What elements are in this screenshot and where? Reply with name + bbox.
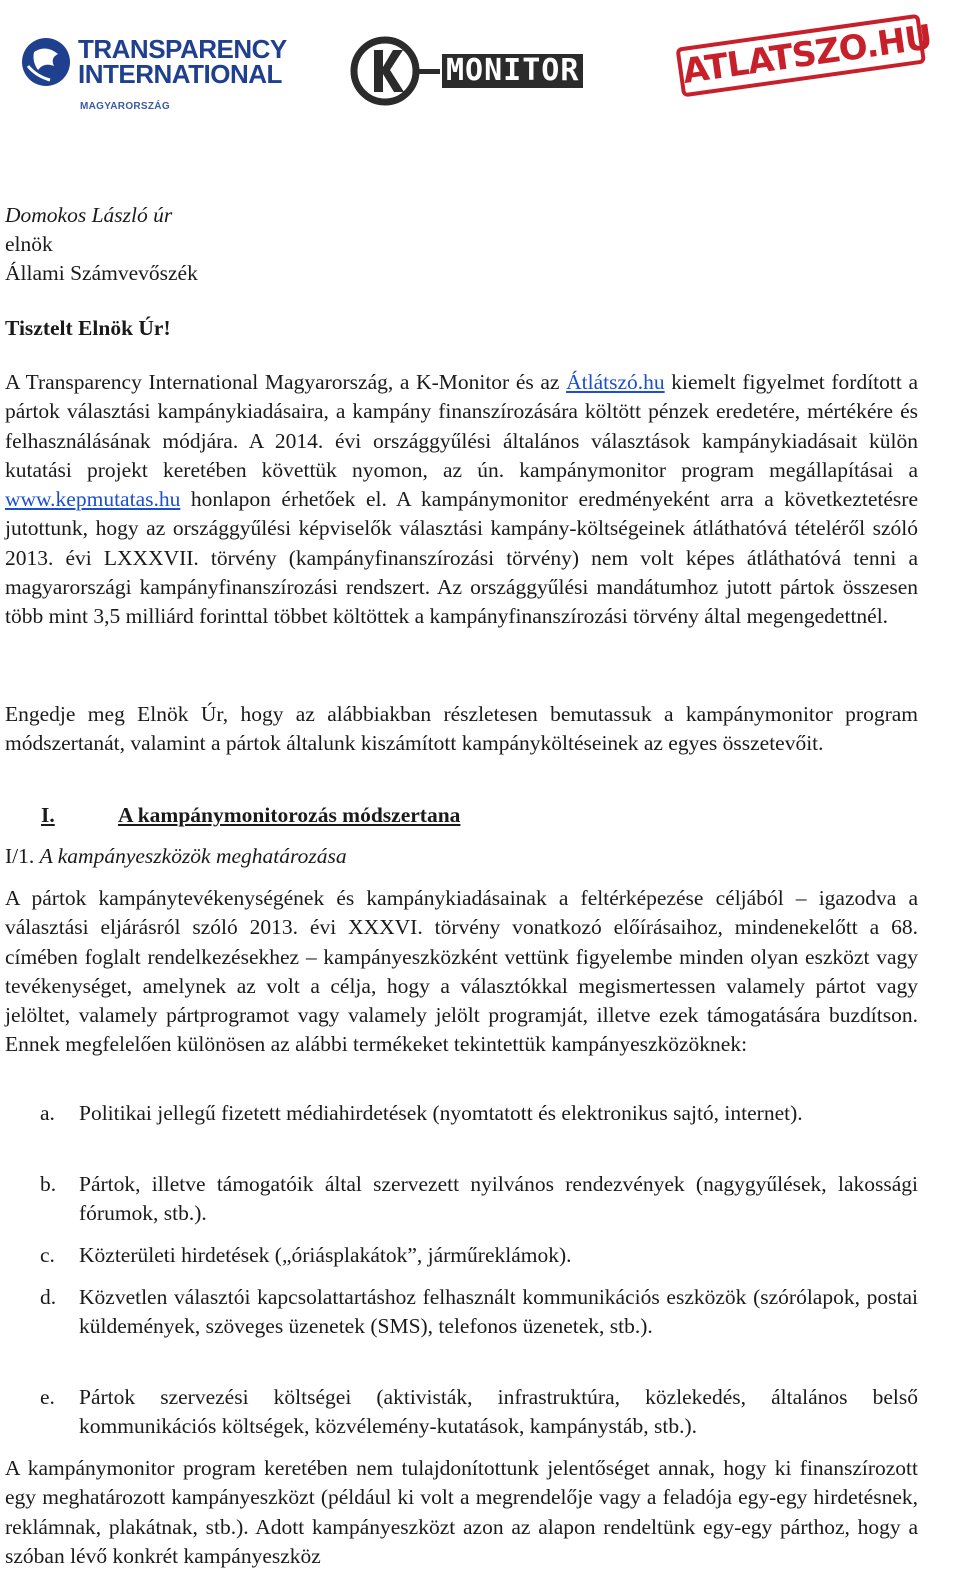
- recipient-org: Állami Számvevőszék: [5, 261, 198, 285]
- paragraph-intro: [5, 368, 918, 632]
- section-number: I.: [41, 803, 55, 827]
- list-marker: b.: [40, 1172, 57, 1196]
- atlatszo-stamp: ATLATSZO.HU: [675, 14, 926, 98]
- subsection-number: I/1.: [5, 844, 40, 868]
- k-monitor-logo: [350, 36, 610, 106]
- list-marker: c.: [40, 1243, 55, 1267]
- list-marker: a.: [40, 1101, 55, 1125]
- list-text: Politikai jellegű fizetett médiahirdetések (nyomtatott és elektronikus sajtó, internet).: [79, 1101, 803, 1125]
- k-monitor-dash: [418, 69, 440, 74]
- list-marker: e.: [40, 1385, 55, 1409]
- atlatszo-logo: [672, 0, 938, 113]
- paragraph-intro-text1: A Transparency International Magyarország, a K-Monitor és az: [5, 370, 567, 394]
- paragraph-definition: A pártok kampánytevékenységének és kampánykiadásainak a feltérképezése céljából – igazodva a választási eljárásról szóló 2013. évi XXXVI. törvény vonatkozó előírásaihoz, mindenekelőtt a 68. címében foglalt rendelkezésekhez – kampányeszközként vettünk figyelembe minden olyan eszközt vagy tevékenységet, amelynek az volt a célja, hogy a választókkal megismertessen valamely pártot vagy jelöltet, valamely pártprogramot vagy valamely jelölt programját, illetve ezek támogatására buzdítson. Ennek megfelelően különösen az alábbi termékeket tekintettük kampányeszközöknek:: [5, 886, 918, 1057]
- k-monitor-wordmark: MONITOR: [442, 54, 583, 88]
- subsection-heading: [5, 842, 918, 871]
- paragraph-request: Engedje meg Elnök Úr, hogy az alábbiakban részletesen bemutassuk a kampánymonitor program módszertanát, valamint a pártok általunk kiszámított kampányköltéseinek az egyes összetevőit.: [5, 702, 918, 756]
- kepmutatas-link[interactable]: www.kepmutatas.hu: [5, 487, 181, 512]
- recipient-name: Domokos László úr: [5, 203, 173, 227]
- logo-ti-line2: INTERNATIONAL: [78, 59, 282, 89]
- logo-ti-line1: TRANSPARENCY: [78, 34, 287, 64]
- logo-ti-line3: MAGYARORSZÁG: [80, 101, 170, 112]
- transparency-international-logo: [20, 34, 287, 112]
- paragraph-attribution: A kampánymonitor program keretében nem tulajdonítottunk jelentőséget annak, hogy ki finanszírozott egy meghatározott kampányeszközt (például ki volt a megrendelője vagy a feladója egy-egy hirdetésnek, reklámnak, plakátnak, stb.). Adott kampányeszközt azon az alapon rendeltünk egy-egy párthoz, hogy a szóban lévő konkrét kampányeszköz: [5, 1456, 918, 1568]
- paragraph-intro-text3: honlapon érhetőek el. A kampánymonitor eredményeként arra a következtetésre jutottunk, hogy az országgyűlési képviselők választási kampány-költségeinek átláthatóvá tételéről szóló 2013. évi LXXXVII. törvény (kampányfinanszírozási törvény) nem volt képes átláthatóvá tenni a magyarországi kampányfinanszírozási rendszert. Az országgyűlési mandátumhoz jutott pártok összesen több mint 3,5 milliárd forinttal többet költöttek a kampányfinanszírozási törvény által megengedettnél.: [5, 487, 918, 629]
- globe-icon: [20, 36, 72, 88]
- atlatszo-link[interactable]: Átlátszó.hu: [566, 370, 665, 394]
- list-text: Közterületi hirdetések („óriásplakátok”, járműreklámok).: [79, 1243, 572, 1267]
- k-circle-icon: [350, 36, 420, 106]
- salutation: Tisztelt Elnök Úr!: [5, 316, 171, 340]
- subsection-title: A kampányeszközök meghatározása: [39, 844, 347, 868]
- paragraph-intro-text2: kiemelt figyelmet fordított a pártok választási kampánykiadásaira, a kampány finanszírozására költött pénzek eredetére, mértékére és felhasználásának módjára. A 2014. évi országgyűlési általános választások kampánykiadásait külön kutatási projekt keretében követtük nyomon, az ún. kampánymonitor program megállapításai a: [5, 370, 919, 482]
- recipient-title: elnök: [5, 232, 53, 256]
- list-marker: d.: [40, 1285, 57, 1309]
- list-text: Pártok, illetve támogatóik által szervezett nyilvános rendezvények (nagygyűlések, lakossági fórumok, stb.).: [79, 1172, 918, 1226]
- list-text: Pártok szervezési költségei (aktivisták, infrastruktúra, közlekedés, általános belső kommunikációs költségek, közvélemény-kutatások, kampánystáb, stb.).: [79, 1385, 918, 1439]
- list-text: Közvetlen választói kapcsolattartáshoz felhasznált kommunikációs eszközök (szórólapok, postai küldemények, szöveges üzenetek (SMS), telefonos üzenetek, stb.).: [79, 1285, 918, 1339]
- section-title: A kampánymonitorozás módszertana: [118, 803, 461, 827]
